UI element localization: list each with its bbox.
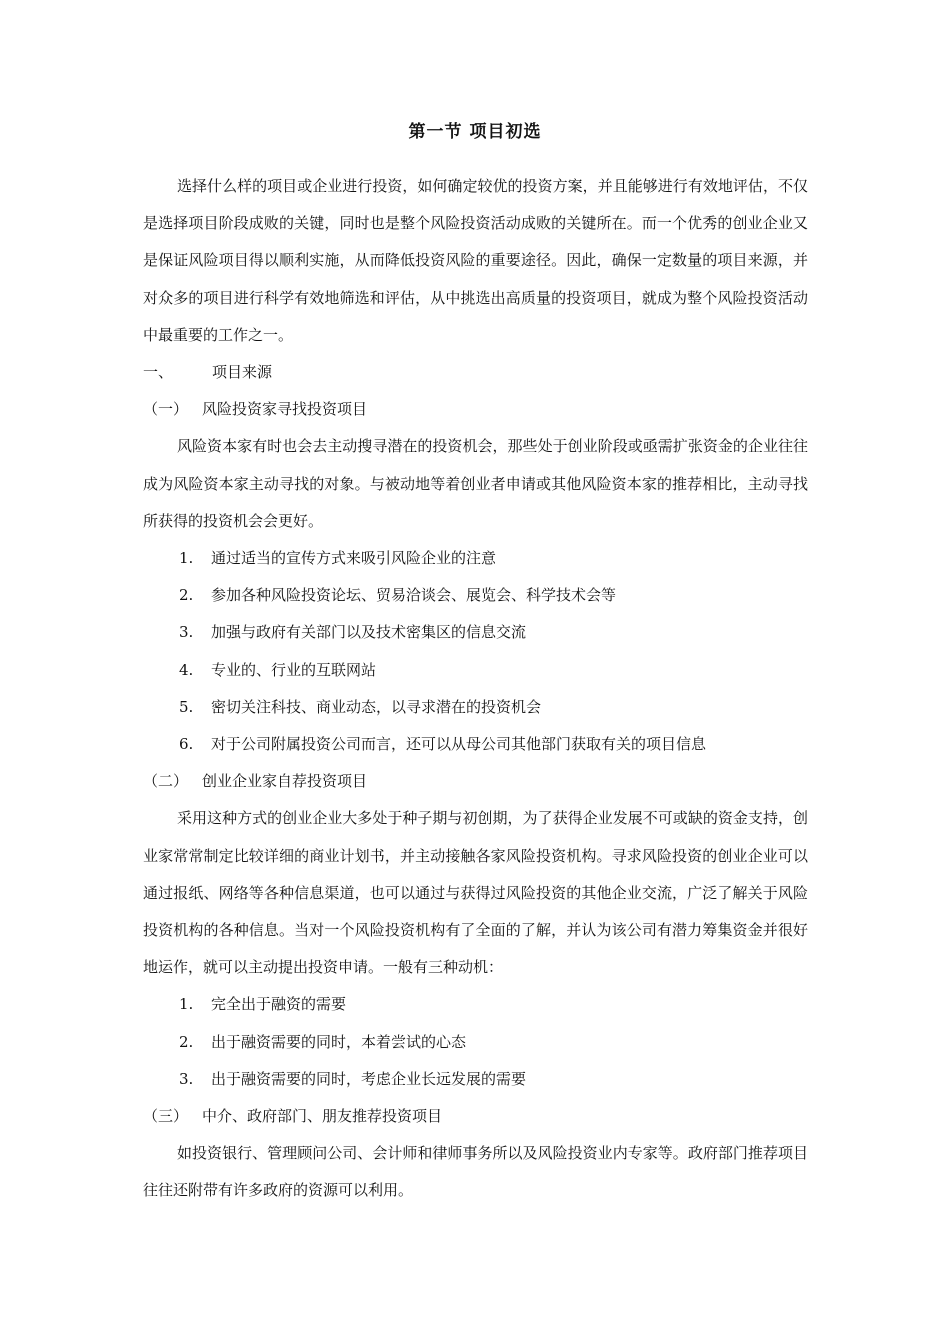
- list-item: [143, 577, 808, 614]
- list-item-text: 出于融资需要的同时，考虑企业长远发展的需要: [211, 1069, 527, 1088]
- list-item-text: 密切关注科技、商业动态，以寻求潜在的投资机会: [211, 697, 542, 716]
- list-item: [143, 726, 808, 763]
- list-item-index: 1.: [179, 995, 194, 1014]
- page-title: 第一节 项目初选: [408, 122, 542, 142]
- subsection-3-paragraph: 如投资银行、管理顾问公司、会计师和律师事务所以及风险投资业内专家等。政府部门推荐项目往往还附带有许多政府的资源可以利用。: [143, 1144, 808, 1200]
- list-item-index: 6.: [179, 735, 194, 754]
- subsection-number: （一）: [143, 400, 189, 419]
- list-item-index: 3.: [179, 623, 194, 642]
- subsection-number: （二）: [143, 772, 189, 791]
- subsection-2-paragraph: 采用这种方式的创业企业大多处于种子期与初创期，为了获得企业发展不可或缺的资金支持，创业家常常制定比较详细的商业计划书，并主动接触各家风险投资机构。寻求风险投资的创业企业可以通过报纸、网络等各种信息渠道，也可以通过与获得过风险投资的其他企业交流，广泛了解关于风险投资机构的各种信息。当对一个风险投资机构有了全面的了解，并认为该公司有潜力筹集资金并很好地运作，就可以主动提出投资申请。一般有三种动机：: [143, 809, 808, 977]
- list-item-text: 出于融资需要的同时，本着尝试的心态: [211, 1032, 467, 1051]
- list-item-text: 对于公司附属投资公司而言，还可以从母公司其他部门获取有关的项目信息: [211, 735, 707, 754]
- list-item-index: 5.: [179, 697, 194, 716]
- section-title: 项目来源: [212, 363, 273, 382]
- list-item: [143, 614, 808, 651]
- list-item: [143, 689, 808, 726]
- list-item-index: 4.: [179, 660, 194, 679]
- subsection-title: 创业企业家自荐投资项目: [202, 772, 368, 791]
- intro-paragraph: 选择什么样的项目或企业进行投资，如何确定较优的投资方案，并且能够进行有效地评估，不仅是选择项目阶段成败的关键，同时也是整个风险投资活动成败的关键所在。而一个优秀的创业企业又是保证风险项目得以顺利实施，从而降低投资风险的重要途径。因此，确保一定数量的项目来源，并对众多的项目进行科学有效地筛选和评估，从中挑选出高质量的投资项目，就成为整个风险投资活动中最重要的工作之一。: [143, 177, 808, 344]
- list-item-text: 通过适当的宣传方式来吸引风险企业的注意: [211, 549, 497, 568]
- list-item: [143, 1024, 808, 1061]
- subsection-number: （三）: [143, 1107, 189, 1126]
- list-item: [143, 986, 808, 1023]
- subsection-heading-2: [143, 763, 808, 800]
- section-heading-sources: [143, 354, 808, 391]
- list-item: [143, 652, 808, 689]
- subsection-heading-1: [143, 391, 808, 428]
- list-item-text: 参加各种风险投资论坛、贸易洽谈会、展览会、科学技术会等: [211, 586, 617, 605]
- document-body: [143, 168, 808, 1210]
- list-item-index: 2.: [179, 1032, 194, 1051]
- subsection-title: 风险投资家寻找投资项目: [202, 400, 368, 419]
- list-item-text: 加强与政府有关部门以及技术密集区的信息交流: [211, 623, 527, 642]
- list-item-text: 完全出于融资的需要: [211, 995, 347, 1014]
- list-item-index: 1.: [179, 549, 194, 568]
- list-item-index: 3.: [179, 1069, 194, 1088]
- list-item: [143, 540, 808, 577]
- list-item-index: 2.: [179, 586, 194, 605]
- subsection-heading-3: [143, 1098, 808, 1135]
- subsection-title: 中介、政府部门、朋友推荐投资项目: [202, 1107, 443, 1126]
- subsection-1-paragraph: 风险资本家有时也会去主动搜寻潜在的投资机会，那些处于创业阶段或亟需扩张资金的企业往往成为风险资本家主动寻找的对象。与被动地等着创业者申请或其他风险资本家的推荐相比，主动寻找所获得的投资机会会更好。: [143, 437, 808, 530]
- list-item: [143, 1061, 808, 1098]
- section-number: 一、: [143, 363, 174, 382]
- subsection-2-list: [143, 986, 808, 1098]
- list-item-text: 专业的、行业的互联网站: [211, 660, 377, 679]
- subsection-1-list: [143, 540, 808, 763]
